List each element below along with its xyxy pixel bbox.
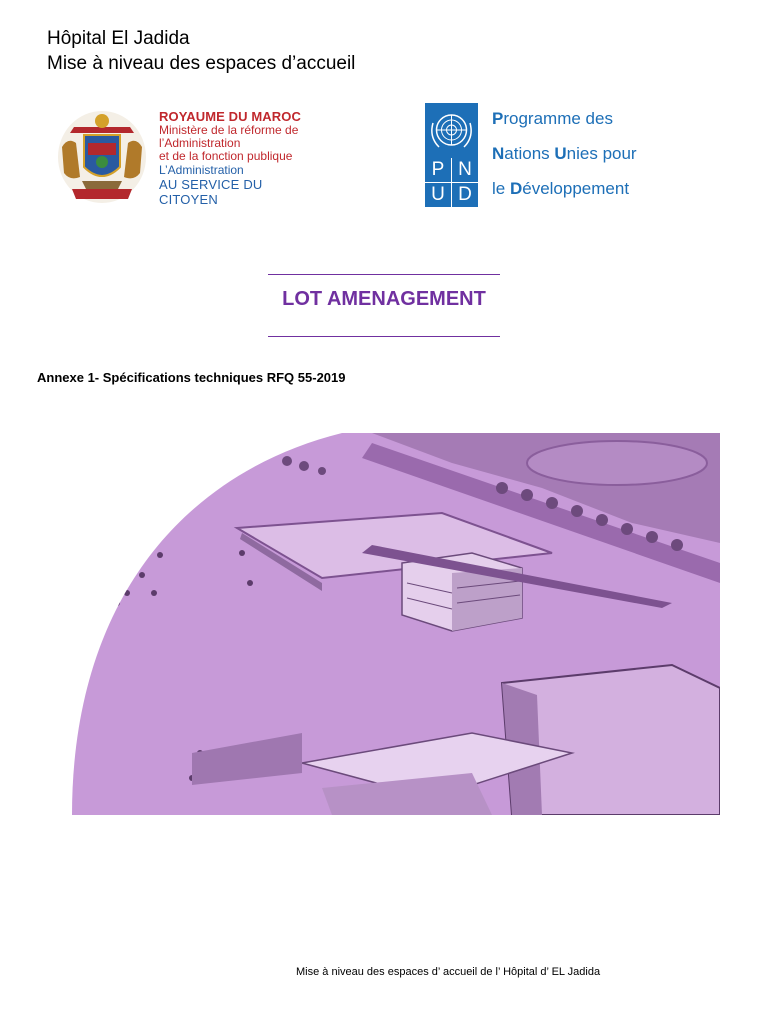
project-title: Mise à niveau des espaces d’accueil bbox=[47, 53, 356, 74]
un-emblem-icon bbox=[425, 103, 478, 158]
morocco-logo-text bbox=[159, 110, 319, 207]
annex-heading: Annexe 1- Spécifications techniques RFQ 55-2019 bbox=[37, 370, 346, 385]
morocco-ministry-logo bbox=[52, 107, 317, 209]
undp-logo bbox=[425, 103, 478, 207]
citizen-service-label: AU SERVICE DU CITOYEN bbox=[159, 177, 263, 207]
kingdom-label: ROYAUME DU MAROC bbox=[159, 109, 301, 124]
ministry-line-2: l’Administration bbox=[159, 136, 241, 150]
undp-letter-n: N bbox=[452, 158, 478, 182]
undp-letter-p: P bbox=[425, 158, 451, 182]
document-header bbox=[47, 26, 355, 76]
title-top-rule bbox=[268, 274, 500, 275]
undp-letter-grid bbox=[425, 158, 478, 207]
undp-letter-u: U bbox=[425, 183, 451, 207]
hospital-aerial-rendering bbox=[72, 433, 720, 815]
undp-letter-d: D bbox=[452, 183, 478, 207]
moroccan-coat-of-arms-icon bbox=[52, 107, 152, 207]
undp-line-2: Nations Unies pour bbox=[492, 144, 637, 163]
ministry-line-1: Ministère de la réforme de bbox=[159, 123, 299, 137]
undp-line-1: Programme des bbox=[492, 109, 613, 128]
ministry-line-3: et de la fonction publique bbox=[159, 149, 293, 163]
undp-name-text bbox=[492, 101, 637, 206]
hospital-name: Hôpital El Jadida bbox=[47, 28, 190, 49]
page-footer: Mise à niveau des espaces d’ accueil de l’ Hôpital d’ EL Jadida bbox=[296, 966, 601, 978]
title-bottom-rule bbox=[268, 336, 500, 337]
undp-line-3: le Développement bbox=[492, 179, 630, 198]
administration-label: L’Administration bbox=[159, 163, 244, 177]
lot-title: LOT AMENAGEMENT bbox=[282, 288, 486, 310]
